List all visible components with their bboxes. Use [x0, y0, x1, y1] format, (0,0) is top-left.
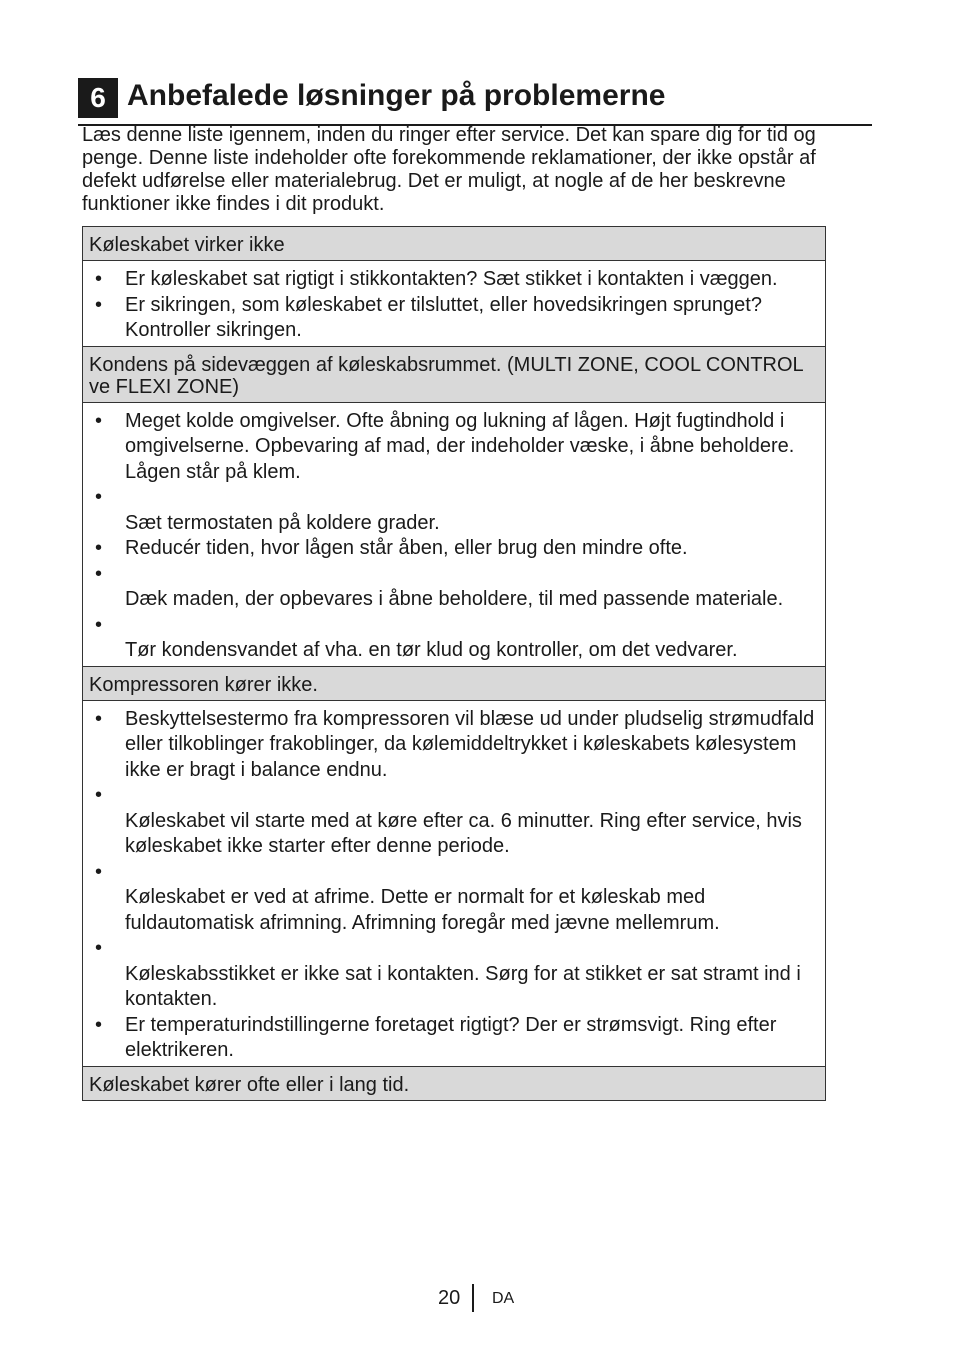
bullet-icon: • — [95, 409, 103, 432]
section-number: 6 — [78, 78, 118, 118]
page-footer — [0, 1284, 954, 1314]
bullet-icon: • — [95, 486, 103, 508]
solution-row — [83, 402, 826, 666]
problem-row — [83, 1066, 826, 1100]
bullet-icon: • — [95, 860, 103, 883]
list-item — [89, 707, 819, 784]
section-title: Anbefalede løsninger på problemerne — [127, 79, 666, 112]
bullet-icon: • — [95, 613, 103, 636]
list-item — [89, 293, 819, 344]
problem-title: Kondens på sidevæggen af køleskabsrummet. (MULTI ZONE, COOL CONTROL ve FLEXI ZONE) — [89, 353, 803, 398]
solution-text: Er køleskabet sat rigtigt i stikkontakten? Sæt stikket i kontakten i væggen. — [125, 268, 778, 290]
bullet-icon: • — [95, 537, 103, 559]
problem-title: Køleskabet virker ikke — [89, 234, 285, 256]
bullet-icon: • — [95, 562, 103, 585]
bullet-icon: • — [95, 268, 103, 290]
list-item — [89, 562, 819, 613]
list-item — [89, 613, 819, 664]
solution-row — [83, 261, 826, 347]
list-item — [89, 783, 819, 860]
intro-paragraph: Læs denne liste igennem, inden du ringer efter service. Det kan spare dig for tid og penge. Denne liste indeholder ofte forekommende reklamationer, der ikke opstår af defekt udførelse eller materialebrug. Det er muligt, at nogle af de her beskrevne funktioner ikke findes i dit produkt. — [82, 124, 816, 215]
solution-text: Reducér tiden, hvor lågen står åben, eller brug den mindre ofte. — [125, 537, 688, 559]
section-header — [78, 76, 872, 126]
solution-text: Køleskabet vil starte med at køre efter ca. 6 minutter. Ring efter service, hvis køleskabet ikke starter efter denne periode. — [125, 809, 802, 857]
solution-list — [83, 403, 825, 666]
solution-text: Beskyttelsestermo fra kompressoren vil blæse ud under pludselig strømudfald eller tilkoblinger frakoblinger, da kølemiddeltrykket i køleskabets kølesystem ikke er bragt i balance endnu. — [125, 707, 815, 781]
problem-row — [83, 227, 826, 261]
language-code: DA — [492, 1290, 515, 1307]
footer-divider — [472, 1284, 474, 1312]
solution-list — [83, 261, 825, 346]
solution-text: Dæk maden, der opbevares i åbne beholdere, til med passende materiale. — [125, 588, 784, 610]
page-number: 20 — [438, 1287, 461, 1309]
solution-list — [83, 701, 825, 1066]
bullet-icon: • — [95, 293, 103, 316]
bullet-icon: • — [95, 784, 103, 806]
troubleshooting-table — [82, 226, 826, 1101]
list-item — [89, 936, 819, 1013]
solution-text: Køleskabet er ved at afrime. Dette er normalt for et køleskab med fuldautomatisk afrimning. Afrimning foregår med jævne mellemrum. — [125, 886, 720, 934]
solution-text: Er sikringen, som køleskabet er tilsluttet, eller hovedsikringen sprunget? Kontroller sikringen. — [125, 293, 762, 341]
list-item — [89, 536, 819, 562]
problem-row — [83, 666, 826, 700]
problem-row — [83, 346, 826, 402]
bullet-icon: • — [95, 1013, 103, 1036]
solution-row — [83, 700, 826, 1066]
solution-text: Køleskabsstikket er ikke sat i kontakten. Sørg for at stikket er sat stramt ind i kontakten. — [125, 962, 801, 1010]
list-item — [89, 409, 819, 486]
bullet-icon: • — [95, 707, 103, 730]
problem-title: Kompressoren kører ikke. — [89, 673, 318, 696]
list-item — [89, 1013, 819, 1064]
solution-text: Tør kondensvandet af vha. en tør klud og kontroller, om det vedvarer. — [125, 639, 738, 661]
list-item — [89, 267, 819, 293]
list-item — [89, 485, 819, 536]
problem-title: Køleskabet kører ofte eller i lang tid. — [89, 1073, 410, 1096]
list-item — [89, 860, 819, 937]
solution-text: Sæt termostaten på koldere grader. — [125, 511, 440, 534]
solution-text: Er temperaturindstillingerne foretaget rigtigt? Der er strømsvigt. Ring efter elektrikeren. — [125, 1013, 777, 1061]
solution-text: Meget kolde omgivelser. Ofte åbning og lukning af lågen. Højt fugtindhold i omgivelserne. Opbevaring af mad, der indeholder væske, i åbne beholdere. Lågen står på klem. — [125, 409, 795, 483]
bullet-icon: • — [95, 937, 103, 959]
